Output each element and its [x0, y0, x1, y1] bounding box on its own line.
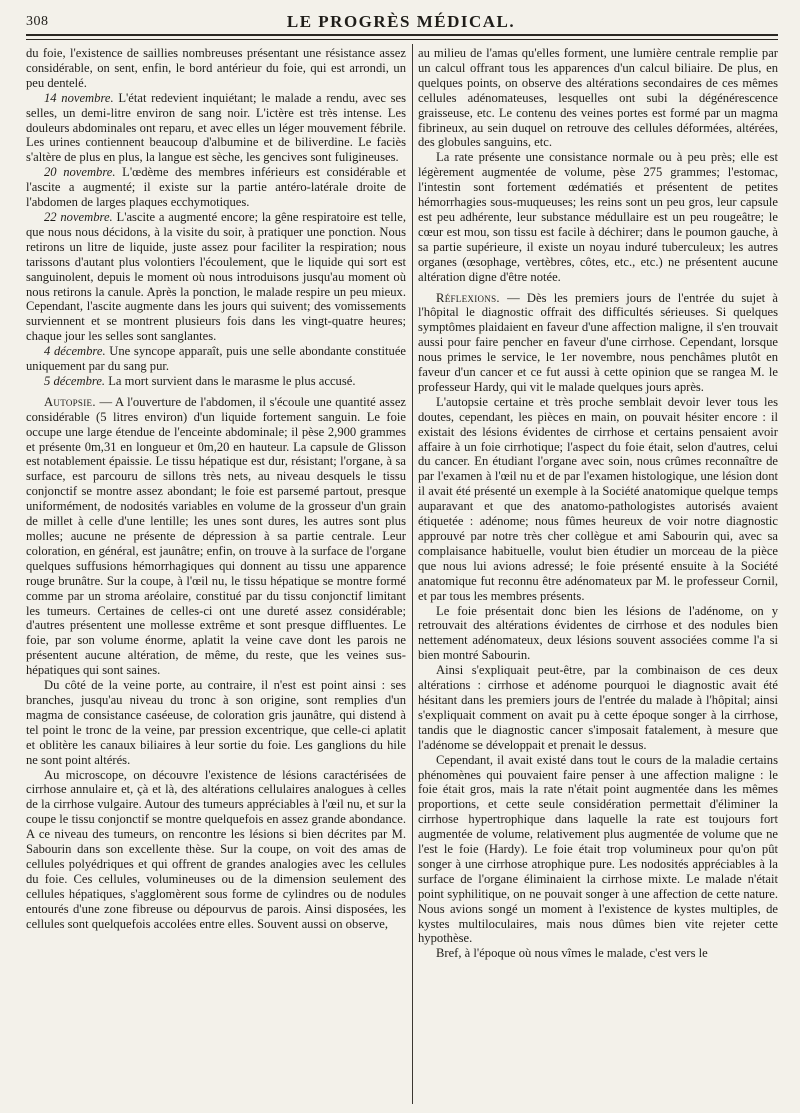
dated-entry [26, 91, 406, 166]
section-heading: Autopsie. [44, 394, 96, 409]
paragraph-text: La mort survient dans le marasme le plus accusé. [105, 373, 356, 388]
entry-date: 4 décembre. [44, 344, 106, 359]
column-separator [412, 44, 413, 1104]
paragraph-text: — A l'ouverture de l'abdomen, il s'écoule une quantité assez considérable (5 litres environ) d'un liquide fortement sanguin. Le foie occupe une large étendue de l'enceinte abdominale; il pèse 2,900 grammes et présente 0m,31 en longueur et 0m,20 en hauteur. La capsule de Glisson est notablement épaissie. Le tissu hépatique est dur, résistant; l'organe, à sa surface, est parcouru de sillons très nets, au niveau desquels le tissu conjonctif se montre assez abondant; le foie est parsemé partout, presque uniformément, de nodosités variables en volume de la grosseur d'un grain de millet à celle d'une lentille; les unes sont dures, les autres sont plus molles; aucune ne présente de dépression à sa partie centrale. Leur coloration, en général, est jaunâtre; enfin, on trouve à la surface de l'organe quelques suffusions hémorrhagiques qui donnent au tissu une apparence rouge brunâtre. Sur la coupe, à l'œil nu, le tissu hépatique se montre formé comme par un stroma aréolaire, constitué par du tissu conjonctif limitant les tumeurs. Certaines de celles-ci ont une dureté assez considérable; d'autres présentent une mollesse extrême et sont presque diffluentes. Le foie, par son volume énorme, aplatit la veine cave dont les parois ne présentent aucune altération, de même, du reste, que les veines sus-hépatiques qui sont saines. [26, 394, 406, 678]
body-paragraph [418, 753, 778, 947]
paragraph-text: Du côté de la veine porte, au contraire, il n'est est point ainsi : ses branches, jusqu'au niveau du tronc à son origine, sont remplies d'un magma de consistance caséeuse, de coloration gris jaunâtre, qui distend à tel point le tronc de la veine, par pression excentrique, que celle-ci aplatit et oblitère les canaux biliaires à leur sortie du foie. Les ganglions du hile ne sont point altérés. [26, 678, 406, 767]
entry-date: 14 novembre. [44, 90, 114, 105]
dated-entry [26, 165, 406, 210]
dated-entry [26, 344, 406, 374]
right-column [418, 46, 778, 1106]
entry-date: 5 décembre. [44, 373, 106, 388]
paragraph-text: L'œdème des membres inférieurs est considérable et l'ascite a augmenté; il existe sur la partie antéro-latérale droite de l'abdomen de larges plaques ecchymotiques. [26, 165, 406, 210]
paragraph-text: au milieu de l'amas qu'elles forment, une lumière centrale remplie par un calcul offrant tous les apparences d'un calcul biliaire. De plus, en quelques points, on observe des altérations secondaires de ces mêmes cellules adénomateuses, lesquelles ont subi la dégénérescence graisseuse, etc. Le contenu des veines portes est formé par un magma fibrineux, au sein duquel on retrouve des cellules déformées, altérées, des globules sanguins, etc. [418, 46, 778, 150]
body-paragraph [418, 663, 778, 752]
paragraph-text: Cependant, il avait existé dans tout le cours de la maladie certains phénomènes qui pouvaient faire penser à une affection maligne : le foie était gros, mais la rate n'était point augmentée dans les mêmes proportions, et cette seule considération permettait d'éliminer la cirrhose hypertrophique dans laquelle la rate est toujours fort augmentée de volume, relativement plus augmentée de volume que ne l'est le foie (Hardy). Le foie était trop volumineux pour qu'on pût songer à une cirrhose atrophique pure. Les nodosités appréciables à la surface de l'organe éliminaient la cirrhose mixte. Le malade n'était point syphilitique, on ne pouvait songer à une affection de cette nature. Nous avions songé un moment à l'existence de kystes multiples, de kystes multiloculaires, mais nous dûmes bien vite rejeter cette hypothèse. [418, 752, 778, 946]
header-rule-thick [26, 34, 778, 36]
body-paragraph [418, 604, 778, 664]
page-header [26, 12, 776, 36]
paragraph-text: La rate présente une consistance normale ou à peu près; elle est légèrement augmentée de volume, pèse 275 grammes; l'estomac, l'intestin sont fortement œdématiés et présentent de petites hémorrhagies sous-muqueuses; les reins sont un peu gros, leur capsule est peu adhérente, leur substance médullaire est un peu rougeâtre; le cœur est mou, son tissu est facile à déchirer; dans le poumon gauche, à sa partie supérieure, il existe un noyau induré tuberculeux; les autres organes (œsophage, vertèbres, côtes, etc., etc.) ne présentent aucune altération digne d'être notée. [418, 150, 778, 284]
page-number: 308 [26, 14, 49, 29]
paragraph-text: Ainsi s'expliquait peut-être, par la combinaison de ces deux altérations : cirrhose et adénome pourquoi le diagnostic avait été hésitant dans les premiers jours de l'entrée du malade à l'hôpital; ainsi s'expliquait comment on avait pu à cette époque songer à la cirrhose, tandis que le diagnostic cancer s'imposait fatalement, à mesure que l'adénome se développait et prenait le dessus. [418, 663, 778, 752]
body-paragraph [26, 768, 406, 932]
paragraph-text: L'autopsie certaine et très proche semblait devoir lever tous les doutes, cependant, les pièces en main, on pouvait hésiter encore : il existait des lésions évidentes de cirrhose et certains pensaient avoir affaire à un foie cirrhotique; l'aspect du foie était, selon d'autres, celui du cancer. En étudiant l'organe avec soin, nous crûmes reconnaître de par l'examen à l'œil nu et de par l'examen histologique, une lésion dont il avait été présenté un exemple à la Société anatomique quelque temps auparavant et que des anatomo-pathologistes autorisés avaient étiquetée : adénome; nous fûmes heureux de voir notre diagnostic approuvé par notre très cher collègue et ami Sabourin qui, avec sa complaisance habituelle, voulut bien étudier un morceau de la pièce que nous lui avions adressé; le foie présenté ensuite à la Société anatomique fut reconnu être adénomateux par M. le professeur Cornil, et par tous les membres présents. [418, 394, 778, 603]
entry-date: 20 novembre. [44, 165, 116, 180]
dated-entry [26, 210, 406, 344]
paragraph-text: du foie, l'existence de saillies nombreuses présentant une résistance assez considérable, on sent, enfin, le bord antérieur du foie, qui est arrondi, un peu dentelé. [26, 46, 406, 90]
section-paragraph [418, 291, 778, 395]
body-paragraph [418, 395, 778, 604]
body-paragraph [418, 946, 778, 961]
entry-date: 22 novembre. [44, 209, 113, 224]
section-paragraph [26, 395, 406, 678]
paragraph-text: Au microscope, on découvre l'existence de lésions caractérisées de cirrhose annulaire et, çà et là, des altérations cellulaires analogues à celles de la cirrhose vulgaire. Autour des tumeurs appréciables à l'œil nu, et sur la coupe le tissu conjonctif se montre quelquefois en assez grande abondance. A ce niveau des tumeurs, on rencontre les lésions si bien décrites par M. Sabourin dans son excellente thèse. Sur la coupe, on voit des amas de cellules polyédriques et qui offrent de grandes analogies avec les cellules du foie. Ces cellules, volumineuses ou de la dimension seulement des cellules hépatiques, s'agglomèrent sous forme de cylindres ou de nodules entourés d'une zone fibreuse ou dépourvus de parois. Ainsi disposées, les cellules sont quelquefois accolées entre elles. Souvent aussi on observe, [26, 767, 406, 931]
paragraph-text: L'état redevient inquiétant; le malade a rendu, avec ses selles, un demi-litre environ de sang noir. L'ictère est très intense. Les douleurs abdominales ont reparu, et avec elles un léger mouvement fébrile. Les urines contiennent beaucoup d'albumine et de biliverdine. Le faciès s'altère de plus en plus, la langue est sèche, les gencives sont fuligineuses. [26, 90, 406, 165]
paragraph-text: Le foie présentait donc bien les lésions de l'adénome, on y retrouvait des altérations évidentes de cirrhose et des nodules bien nettement adénomateux, deux lésions souvent associées comme l'a si bien montré Sabourin. [418, 603, 778, 663]
paragraph-text: Bref, à l'époque où nous vîmes le malade, c'est vers le [436, 946, 708, 961]
header-rule-thin [26, 39, 778, 40]
journal-title: LE PROGRÈS MÉDICAL. [286, 12, 516, 31]
body-paragraph [418, 46, 778, 150]
dated-entry [26, 374, 406, 389]
paragraph-text: Une syncope apparaît, puis une selle abondante constituée uniquement par du sang pur. [26, 344, 406, 374]
paragraph-text: — Dès les premiers jours de l'entrée du sujet à l'hôpital le diagnostic offrait des difficultés sérieuses. Si quelques symptômes plaidaient en faveur d'une affection maligne, il s'en trouvait aussi pour faire pencher en faveur d'une cirrhose. Cependant, lorsque nous primes le service, le 1er novembre, nous penchâmes plutôt en faveur d'un cancer et ce fut aussi à cette opinion que se rangea M. le professeur Hardy, qui vit le malade quelques jours après. [418, 290, 778, 394]
body-paragraph [26, 46, 406, 91]
body-paragraph [418, 150, 778, 284]
section-heading: Réflexions. [436, 290, 500, 305]
body-paragraph [26, 678, 406, 767]
left-column [26, 46, 406, 1106]
paragraph-text: L'ascite a augmenté encore; la gêne respiratoire est telle, que nous nous décidons, à la visite du soir, à pratiquer une ponction. Nous retirons un litre de liquide, juste assez pour faciliter la respiration; nous tarissons d'autant plus volontiers l'écoulement, que le liquide qui sort est sanguinolent, depuis le moment où nous introduisons jusqu'au moment où nous retirons la canule. Après la ponction, le malade respire un peu mieux. Cependant, l'ascite augmente dans les jours qui suivent; des vomissements surviennent et se montrent plusieurs fois dans les vingt-quatre heures; chaque jour les selles sont sanglantes. [26, 209, 406, 344]
